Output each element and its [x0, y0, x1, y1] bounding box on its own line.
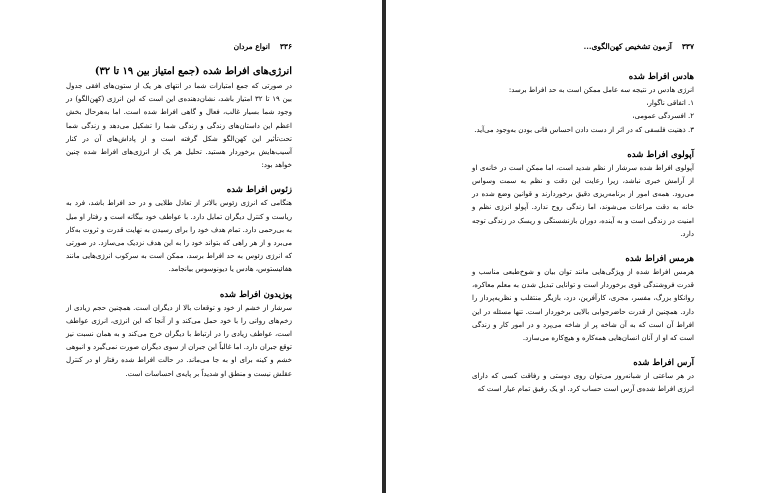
list-item: ۳. ذهنیت فلسفی که در اثر از دست دادن احساس فانی بودن به‌وجود می‌آید. — [474, 125, 694, 134]
list-item: ۱. اتفاقی ناگوار، — [646, 99, 694, 108]
section-text-apollo: آپولوی افراط شده سرشار از نظم شدید است، اما ممکن است در خانه‌ی او از آرامش خبری نباشد، زیرا رعایت این دقت و نظم به سمت وسواس می‌رود. همه‌ی امور از برنامه‌ریزی دقیق برخوردارند و قوانین وضع شده در خانه به دقت مراعات می‌شوند، اما زندگی روح ندارد. آپولو انرژی نظم و امنیت در زندگی است و به آینده، دوران بازنشستگی و ریسک در زندگی توجه دارد. — [472, 163, 694, 238]
section-text-poseidon: سرشار از خشم از خود و توقعات بالا از دیگران است. همچنین حجم زیادی از زخم‌های روانی را با خود حمل می‌کند و از آنجا که این انرژی، انرژی عواطف است، عواطف زیادی را در ارتباط با دیگران خرج می‌کند و به همان نسبت نیز توقع جبران دارد. اما غالباً این جبران از سوی دیگران صورت نمی‌گیرد و انبوهی خشم و کینه برای او به جا می‌ماند. در حالت افراط شده رفتار او در کنترل عقلش نیست و منطق او شدیداً بر پایه‌ی احساسات است. — [66, 303, 292, 378]
main-heading: انرژی‌های افراط شده (جمع امتیاز بین ۱۹ تا ۳۲) — [94, 66, 292, 77]
left-page — [0, 0, 382, 493]
left-page-number: ۳۳۶ — [279, 42, 292, 51]
section-text-ares: در هر ساعتی از شبانه‌روز می‌توان روی دوستی و رفاقت کسی که دارای انرژی افراط شده‌ی آرس است حساب کرد. او یک رفیق تمام عیار است که — [472, 372, 694, 394]
hades-list — [472, 97, 694, 137]
section-heading-ares: آرس افراط شده — [633, 358, 694, 369]
left-header-title: انواع مردان — [233, 42, 270, 51]
right-page — [386, 0, 768, 493]
left-page-content — [66, 66, 292, 381]
right-page-content — [472, 72, 694, 397]
right-page-number: ۳۳۷ — [681, 42, 694, 51]
section-heading-hades: هادس افراط شده — [628, 72, 694, 82]
section-heading-hermes: هرمس افراط شده — [625, 254, 694, 265]
section-text-hermes: هرمس افراط شده از ویژگی‌هایی مانند توان بیان و شوخ‌طبعی مناسب و قدرت فروشندگی قوی برخوردار است و توانایی تبدیل شدن به معلم معاکره، روانکاو بزرگ، مفسر، مجری، کارآفرین، دزد، بازیگر منتقلب و نظریه‌پرداز را دارد. همچنین از قدرت حاضرجوابی بالایی برخوردار است. تنها مسئله در این افراط آن است که به آن شاخه پر از شاخه می‌پرد و در امور کار و زندگی است که او از آنان انسان‌هایی همه‌کاره و هیچ‌کاره می‌سازد. — [472, 268, 694, 343]
section-heading-poseidon: پوزیدون افراط شده — [219, 289, 292, 300]
left-running-header — [234, 42, 292, 51]
section-heading-zeus: زئوس افراط شده — [226, 185, 292, 196]
section-heading-apollo: آپولوی افراط شده — [627, 149, 694, 160]
section-text-hades: انرژی هادس در نتیجه سه عامل ممکن است به حد افراط برسد: — [508, 86, 694, 94]
intro-paragraph: در صورتی که جمع امتیازات شما در انتهای هر یک از ستون‌های افقی جدول بین ۱۹ تا ۳۲ امتیاز باشد، نشان‌دهنده‌ی این است که این انرژی (کهن‌الگو) در وجود شما بسیار غالب، فعال و گاهی افراط شده است. اما به‌هرحال بخش اعظم این داستان‌های زندگی و زندگی شما را تشکیل می‌دهد و زندگی شما تحت‌تأثیر این کهن‌الگو شکل گرفته است و از پاداش‌های آن در کنار آسیب‌هایش برخوردار هستید. تحلیل هر یک از انرژی‌های افراط شده چنین خواهد بود: — [66, 82, 292, 170]
right-running-header — [584, 42, 694, 51]
right-header-title: آزمون تشخیص کهن‌الگوی... — [583, 42, 672, 51]
section-text-zeus: هنگامی که انرژی زئوس بالاتر از تعادل طلایی و در حد افراط باشد، فرد به ریاست و کنترل دیگران تمایل دارد. با عواطف خود بیگانه است و رفتار او میل به بی‌رحمی دارد. تمام هدف خود را برای رسیدن به نهایت قدرت و ثروت به‌کار می‌برد و از هر راهی که بتواند خود را به این هدف نزدیک می‌سازد. در صورتی که انرژی زئوس به حد افراط برسد، ممکن است به سرکوب انرژی‌هایی مانند هفائیستوس، هادس یا دیونوسوس بیانجامد. — [66, 199, 292, 274]
list-item: ۲. افسردگی عمومی، — [632, 112, 694, 121]
